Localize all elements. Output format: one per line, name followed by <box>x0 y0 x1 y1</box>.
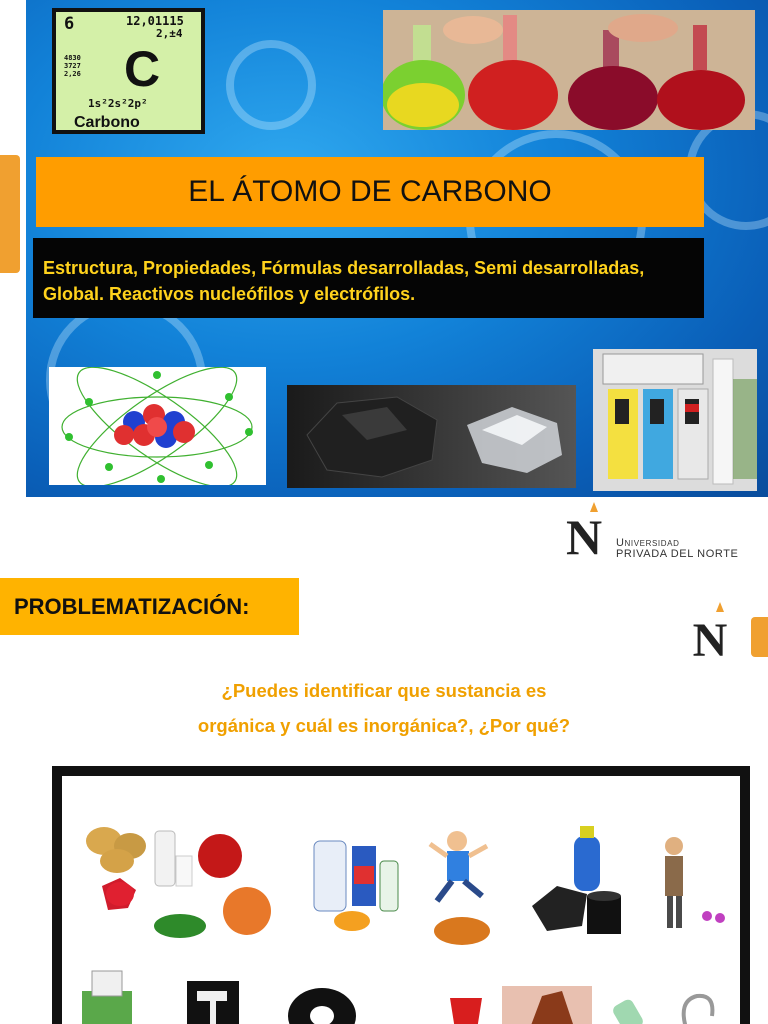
paperclip-icon <box>684 996 713 1024</box>
atom-illustration <box>49 367 266 485</box>
atomic-number: 6 <box>64 14 75 34</box>
left-accent-tab <box>0 155 20 273</box>
carbon-element-card <box>52 8 205 134</box>
gas-station-photo <box>593 349 757 491</box>
oxidation-states: 2,±4 <box>156 27 183 40</box>
logo-line2: PRIVADA DEL NORTE <box>616 548 739 560</box>
title-slide <box>26 0 768 497</box>
plastic-bottles-icon <box>314 841 398 931</box>
upn-logo-icon <box>562 500 606 558</box>
slide-title: EL ÁTOMO DE CARBONO <box>188 175 552 208</box>
electron-configuration: 1s²2s²2p² <box>88 97 148 110</box>
upn-logo-icon-small <box>690 600 730 658</box>
slide-title-banner <box>36 157 704 227</box>
problematizacion-heading: PROBLEMATIZACIÓN <box>14 594 243 619</box>
right-accent-tab <box>751 617 768 657</box>
gardener-icon <box>665 837 725 928</box>
gas-pumps-illustration <box>593 349 757 491</box>
gas-cylinder-coal-icon <box>532 826 621 934</box>
atom-model-image <box>49 367 266 485</box>
flasks-illustration <box>383 10 755 130</box>
food-items-icon <box>86 827 271 938</box>
tires-icon <box>288 988 356 1024</box>
problematizacion-banner <box>0 578 299 635</box>
chemistry-flasks-photo <box>383 10 755 130</box>
logo-line1: Universidad <box>616 537 680 549</box>
rock-landscape-icon <box>502 986 592 1024</box>
slide-subtitle-banner <box>33 238 704 318</box>
element-name: Carbono <box>74 114 140 131</box>
element-symbol: C <box>124 41 161 97</box>
substances-image-grid <box>52 766 750 1024</box>
element-properties: 4830 3727 2,26 <box>64 54 81 78</box>
coal-diamond-photo <box>287 385 576 488</box>
svg-text:N: N <box>692 614 728 658</box>
svg-text:N: N <box>565 509 603 558</box>
hammer-icon <box>187 981 239 1024</box>
question-text <box>0 673 768 743</box>
paper-bin-icon <box>82 971 132 1024</box>
question-line2: orgánica y cuál es inorgánica?, ¿Por qué? <box>197 715 571 736</box>
child-leaves-icon <box>430 831 490 945</box>
question-line1: ¿Puedes identificar que sustancia es <box>221 680 547 701</box>
slide-subtitle: Estructura, Propiedades, Fórmulas desarrolladas, Semi desarrolladas, Global. Reactivos nucleófilos y electrófilos. <box>43 258 645 304</box>
coal-diamond-illustration <box>287 385 576 488</box>
upn-logo-text <box>616 538 738 560</box>
substances-illustration <box>62 776 740 1024</box>
atomic-mass: 12,01115 <box>126 14 184 28</box>
bottle-message-icon <box>611 998 645 1024</box>
heading-colon: : <box>242 594 250 619</box>
cup-icon <box>450 998 482 1024</box>
decorative-bubble <box>226 40 316 130</box>
